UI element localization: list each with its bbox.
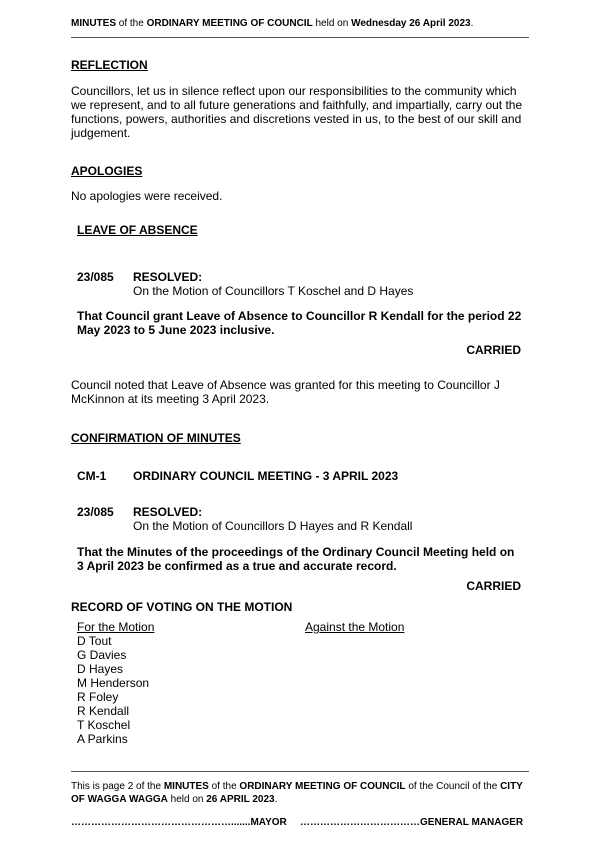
- reflection-text: [71, 84, 541, 140]
- footer-council-of: of the Council of the: [405, 781, 501, 792]
- leave-heading: LEAVE OF ABSENCE: [77, 223, 198, 237]
- header-dot: .: [470, 18, 474, 29]
- leave-resolved: RESOLVED:: [133, 270, 203, 284]
- leave-resolution: [77, 309, 537, 337]
- header-meeting: ORDINARY MEETING OF COUNCIL: [146, 18, 313, 29]
- voter-name: R Foley: [77, 690, 119, 704]
- leave-resolution-line: May 2023 to 5 June 2023 inclusive.: [77, 323, 275, 337]
- confirmation-item-code: CM-1: [77, 469, 107, 483]
- leave-note: [71, 378, 541, 406]
- voting-against-label: Against the Motion: [305, 620, 405, 634]
- confirmation-res-number: 23/085: [77, 505, 114, 519]
- header-held: held on: [312, 18, 352, 29]
- apologies-text: No apologies were received.: [71, 189, 223, 203]
- confirmation-resolved: RESOLVED:: [133, 505, 203, 519]
- page-header: [71, 18, 473, 29]
- leave-note-line: McKinnon at its meeting 3 April 2023.: [71, 392, 270, 406]
- confirmation-heading: CONFIRMATION OF MINUTES: [71, 431, 241, 445]
- confirmation-motion: On the Motion of Councillors D Hayes and R Kendall: [133, 519, 413, 533]
- leave-carried: CARRIED: [466, 343, 521, 357]
- leave-resolution-line: That Council grant Leave of Absence to Councillor R Kendall for the period 22: [77, 309, 522, 323]
- reflection-line: Councillors, let us in silence reflect upon our responsibilities to the community which: [71, 84, 517, 98]
- footer-divider: [71, 771, 529, 772]
- confirmation-carried: CARRIED: [466, 579, 521, 593]
- confirmation-resolution-line: That the Minutes of the proceedings of the Ordinary Council Meeting held on: [77, 545, 515, 559]
- mayor-signature-line: ………………………………………….......MAYOR: [71, 817, 287, 828]
- footer-date: 26 APRIL 2023: [206, 794, 275, 805]
- leave-res-number: 23/085: [77, 270, 114, 284]
- leave-note-line: Council noted that Leave of Absence was granted for this meeting to Councillor J: [71, 378, 500, 392]
- header-of: of the: [116, 18, 147, 29]
- voter-name: R Kendall: [77, 704, 130, 718]
- header-date: Wednesday 26 April 2023: [351, 18, 471, 29]
- reflection-line: judgement.: [71, 126, 131, 140]
- footer-minutes: MINUTES: [163, 781, 209, 792]
- voter-name: G Davies: [77, 648, 127, 662]
- footer-page-text: This is page 2 of the: [71, 781, 164, 792]
- gm-signature-line: ………………………………GENERAL MANAGER: [300, 817, 524, 828]
- confirmation-resolution-line: 3 April 2023 be confirmed as a true and accurate record.: [77, 559, 397, 573]
- voter-name: M Henderson: [77, 676, 150, 690]
- voter-name: A Parkins: [77, 732, 128, 746]
- page-footer: [71, 780, 529, 806]
- reflection-line: we represent, and to all future generations and faithfully, and impartially, carry out the: [71, 98, 523, 112]
- footer-city: CITY OF WAGGA WAGGA: [71, 781, 523, 805]
- confirmation-item-title: ORDINARY COUNCIL MEETING - 3 APRIL 2023: [133, 469, 399, 483]
- voter-name: D Tout: [77, 634, 112, 648]
- footer-meeting: ORDINARY MEETING OF COUNCIL: [239, 781, 406, 792]
- footer-held: held on: [167, 794, 207, 805]
- leave-motion: On the Motion of Councillors T Koschel and D Hayes: [133, 284, 414, 298]
- voting-for-label: For the Motion: [77, 620, 155, 634]
- confirmation-resolution: [77, 545, 537, 573]
- footer-dot: .: [274, 794, 278, 805]
- voter-name: D Hayes: [77, 662, 124, 676]
- voting-heading: RECORD OF VOTING ON THE MOTION: [71, 600, 293, 614]
- voter-name: T Koschel: [77, 718, 131, 732]
- header-minutes: MINUTES: [71, 18, 116, 29]
- footer-of: of the: [208, 781, 240, 792]
- apologies-heading: APOLOGIES: [71, 164, 143, 178]
- reflection-line: functions, powers, authorities and discretions vested in us, to the best of our skill and: [71, 112, 522, 126]
- reflection-heading: REFLECTION: [71, 58, 148, 72]
- voting-for-list: [77, 634, 149, 746]
- header-divider: [71, 37, 529, 38]
